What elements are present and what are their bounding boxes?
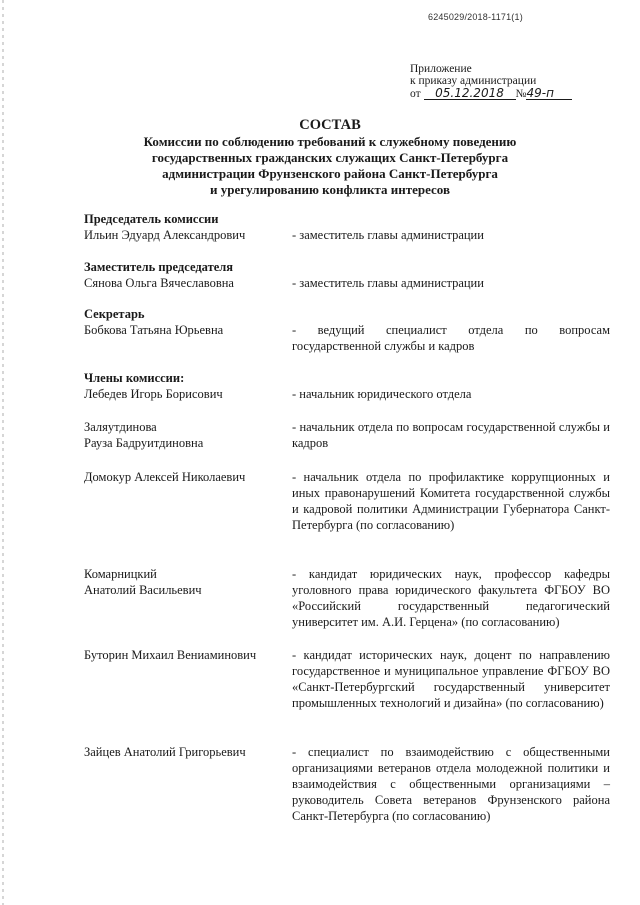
member-name-line: Заляутдинова: [84, 420, 157, 434]
document-title: [120, 116, 540, 198]
appendix-line-2: к приказу администрации: [410, 75, 537, 87]
member-entry: [84, 566, 610, 630]
member-name: [84, 566, 292, 630]
member-entry: [84, 259, 610, 291]
member-description: - начальник отдела по профилактике коррупционных и иных правонарушений Комитета государственной службы и кадровой политики Администрации Губернатора Санкт-Петербурга (по согласованию): [292, 470, 610, 532]
member-description: - ведущий специалист отдела по вопросам государственной службы и кадров: [292, 323, 610, 353]
title-line-1: Комиссии по соблюдению требований к служебному поведению: [143, 134, 517, 149]
scan-edge-marks: [2, 0, 4, 905]
member-name-line: Буторин Михаил Вениаминович: [84, 648, 257, 662]
title-line-2: государственных гражданских служащих Санкт-Петербурга: [151, 150, 509, 165]
member-name: [84, 227, 292, 243]
handwritten-number: 49-п: [526, 87, 572, 100]
member-row: [84, 322, 610, 354]
member-description: - заместитель главы администрации: [292, 276, 484, 290]
member-name: [84, 275, 292, 291]
handwritten-date: 05.12.2018: [424, 87, 516, 100]
member-row: [84, 744, 610, 824]
member-name-line: Зайцев Анатолий Григорьевич: [84, 745, 246, 759]
member-name-line: Домокур Алексей Николаевич: [84, 470, 246, 484]
member-row: [84, 566, 610, 630]
member-description: - начальник отдела по вопросам государственной службы и кадров: [292, 420, 610, 450]
member-name: [84, 469, 292, 533]
member-row: [84, 275, 610, 291]
member-name-line: Ильин Эдуард Александрович: [84, 228, 246, 242]
member-row: [84, 419, 610, 451]
member-description: - начальник юридического отдела: [292, 387, 472, 401]
number-sign: №: [515, 88, 527, 100]
member-name-line: Рауза Бадруитдиновна: [84, 436, 204, 450]
member-entry: [84, 647, 610, 711]
member-description: - кандидат исторических наук, доцент по направлению государственное и муниципальное управление ФГБОУ ВО «Санкт-Петербургский государственный университет промышленных технологий и дизайна» (по согласованию): [292, 648, 610, 710]
member-role: Члены комиссии:: [84, 371, 185, 385]
member-name: [84, 744, 292, 824]
date-prefix: от: [410, 88, 421, 100]
member-entry: [84, 306, 610, 354]
member-role: Заместитель председателя: [84, 260, 234, 274]
title-line-3: администрации Фрунзенского района Санкт-Петербурга: [162, 166, 498, 181]
member-name: [84, 322, 292, 354]
member-row: [84, 227, 610, 243]
member-entry: [84, 211, 610, 243]
appendix-date-line: [410, 87, 572, 100]
member-entry: [84, 370, 610, 402]
appendix-line-1: Приложение: [410, 63, 472, 75]
member-entry: [84, 744, 610, 824]
member-description: - заместитель главы администрации: [292, 228, 484, 242]
member-row: [84, 386, 610, 402]
appendix-block: [410, 63, 572, 100]
member-description: - кандидат юридических наук, профессор кафедры уголовного права юридического факультета ФГБОУ ВО «Российский государственный педагогический университет им. А.И. Герцена» (по согласованию): [292, 567, 610, 629]
member-name: [84, 386, 292, 402]
member-name-line: Бобкова Татьяна Юрьевна: [84, 323, 224, 337]
member-name: [84, 419, 292, 451]
member-role: Председатель комиссии: [84, 212, 219, 226]
member-entry: [84, 419, 610, 451]
member-name-line: Лебедев Игорь Борисович: [84, 387, 223, 401]
member-entry: [84, 469, 610, 533]
member-row: [84, 647, 610, 711]
member-name-line: Анатолий Васильевич: [84, 583, 202, 597]
member-role: Секретарь: [84, 307, 145, 321]
member-name-line: Сянова Ольга Вячеславовна: [84, 276, 234, 290]
member-description: - специалист по взаимодействию с общественными организациями ветеранов отдела молодежной политики и взаимодействия с общественными организациями – руководитель Совета ветеранов Фрунзенского района Санкт-Петербурга (по согласованию): [292, 745, 610, 823]
document-number: 6245029/2018-1171(1): [428, 12, 523, 22]
title-main: СОСТАВ: [299, 117, 361, 133]
member-name: [84, 647, 292, 711]
member-name-line: Комарницкий: [84, 567, 157, 581]
title-line-4: и урегулированию конфликта интересов: [209, 182, 450, 197]
member-row: [84, 469, 610, 533]
